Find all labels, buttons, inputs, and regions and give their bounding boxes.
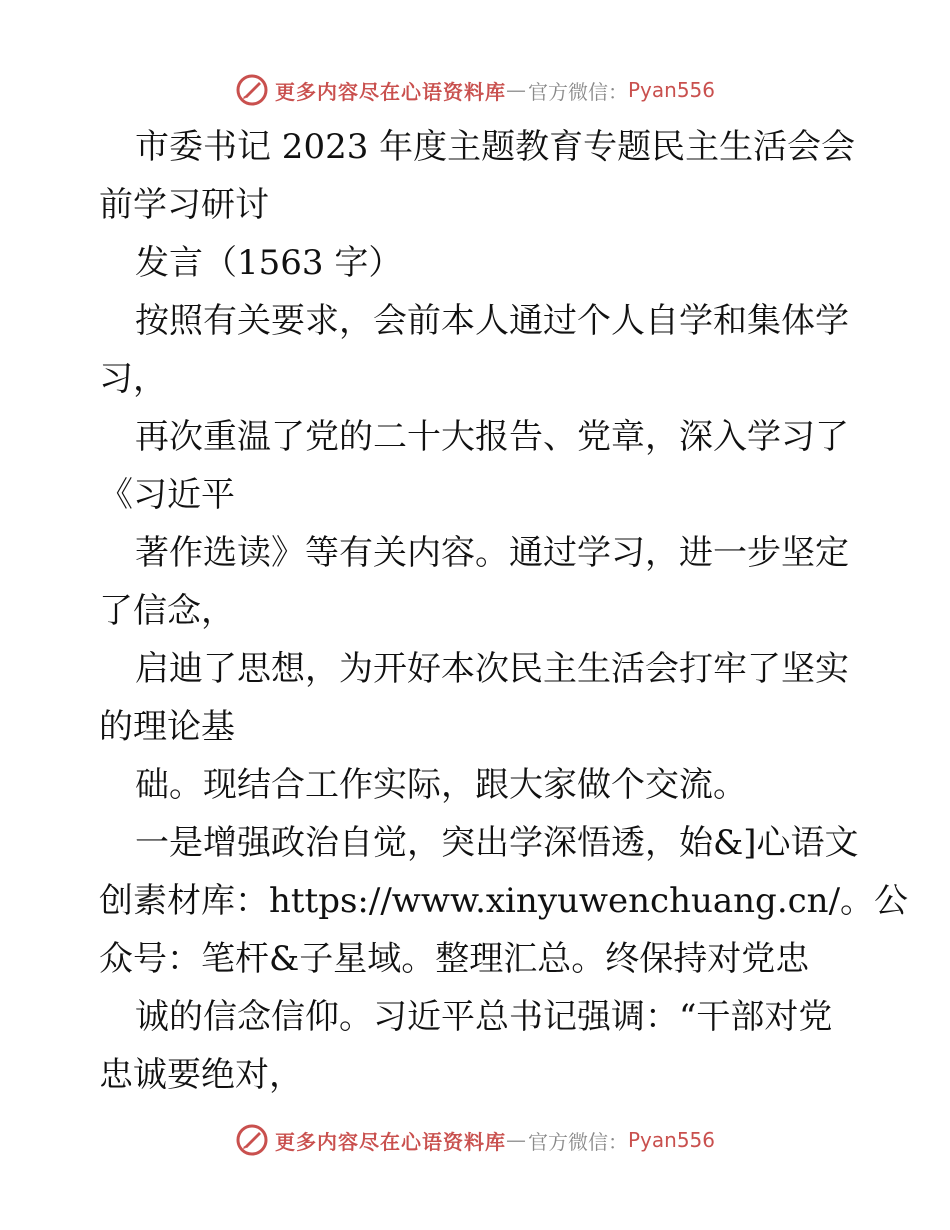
text-line: 前学习研讨	[99, 185, 269, 225]
banner-dash: —	[505, 78, 526, 102]
quill-seal-icon	[235, 73, 269, 107]
text-line: 一是增强政治自觉，突出学深悟透，始&]心语文	[135, 823, 859, 863]
banner-wechat-id: Pyan556	[627, 78, 715, 102]
banner-wechat-label: 官方微信：	[527, 1129, 628, 1154]
text-line: 了信念，	[99, 591, 235, 631]
quill-seal-icon	[235, 1123, 269, 1157]
text-line: 础。现结合工作实际，跟大家做个交流。	[135, 765, 747, 805]
header-watermark-banner	[0, 68, 950, 112]
text-line: 忠诚要绝对，	[99, 1055, 303, 1095]
text-line: 发言（1563 字）	[135, 243, 403, 283]
banner-brand-text: 更多内容尽在心语资料库	[274, 79, 506, 104]
text-line: 市委书记 2023 年度主题教育专题民主生活会会	[135, 127, 856, 167]
banner-brand-text: 更多内容尽在心语资料库	[274, 1129, 506, 1154]
banner-wechat-label: 官方微信：	[527, 79, 628, 104]
text-line: 启迪了思想，为开好本次民主生活会打牢了坚实	[135, 649, 849, 689]
footer-watermark-banner	[0, 1118, 950, 1162]
banner-dash: —	[505, 1128, 526, 1152]
text-line: 众号：笔杆&子星域。整理汇总。终保持对党忠	[99, 939, 810, 979]
text-line: 按照有关要求，会前本人通过个人自学和集体学	[135, 301, 849, 341]
text-line: 《习近平	[99, 475, 235, 515]
text-line: 再次重温了党的二十大报告、党章，深入学习了	[135, 417, 849, 457]
document-body	[99, 118, 909, 1104]
text-line: 诚的信念信仰。习近平总书记强调：“干部对党	[135, 997, 833, 1037]
text-line: 的理论基	[99, 707, 235, 747]
text-line: 创素材库：https://www.xinyuwenchuang.cn/。公	[99, 881, 909, 921]
text-line: 习，	[99, 359, 167, 399]
banner-wechat-id: Pyan556	[627, 1128, 715, 1152]
text-line: 著作选读》等有关内容。通过学习，进一步坚定	[135, 533, 849, 573]
